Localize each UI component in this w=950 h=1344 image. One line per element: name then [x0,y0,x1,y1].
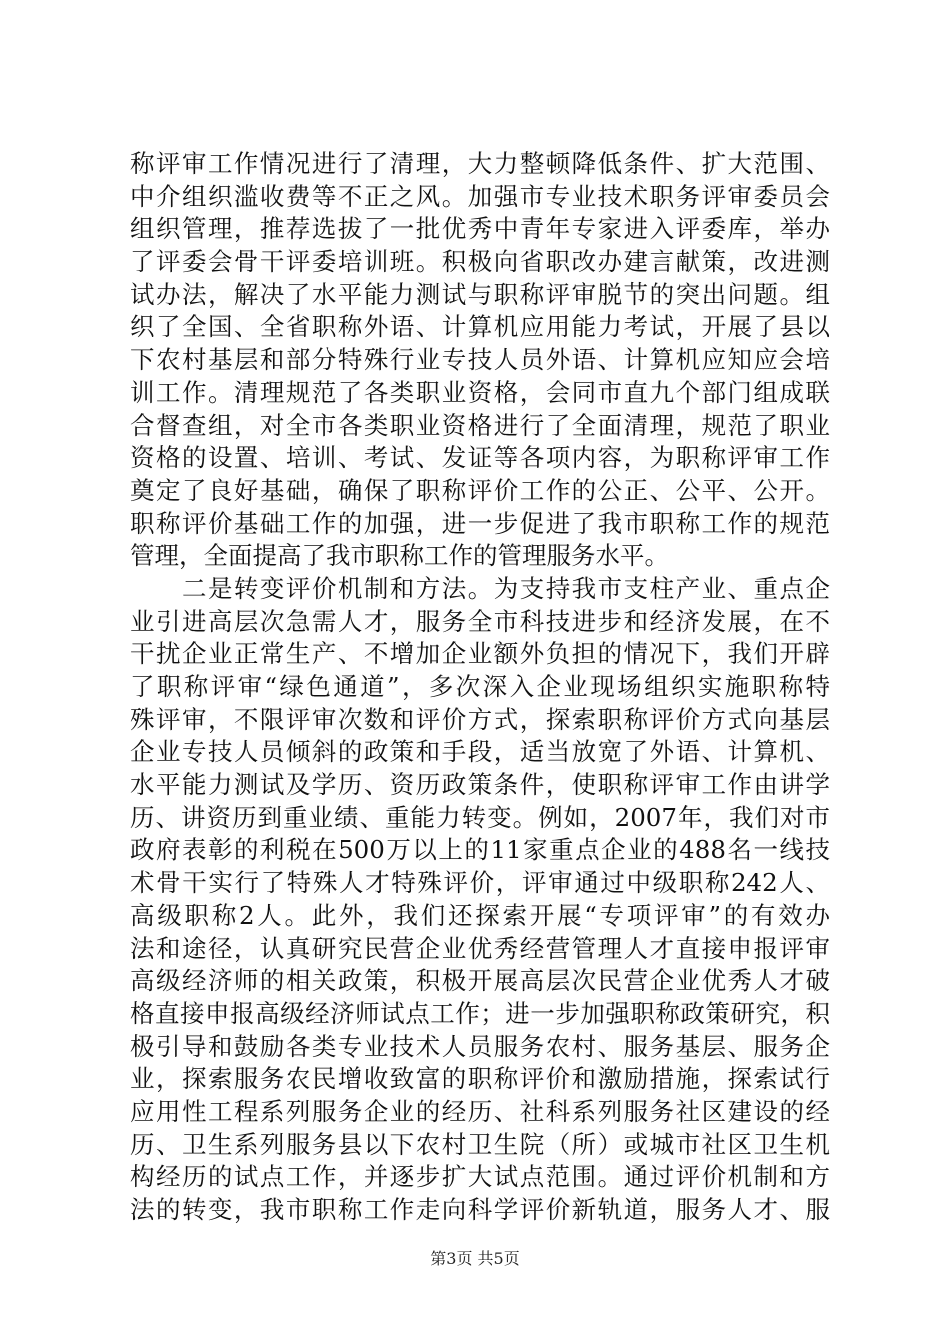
body-text [130,148,830,1227]
text-line: 水平能力测试及学历、资历政策条件，使职称评审工作由讲学 [130,770,830,800]
text-line: 称评审工作情况进行了清理，大力整顿降低条件、扩大范围、 [130,149,830,178]
text-line: 下农村基层和部分特殊行业专技人员外语、计算机应知应会培 [130,345,830,375]
text-line: 极引导和鼓励各类专业技术人员服务农村、服务基层、服务企 [130,1031,830,1061]
text-line: 资格的设置、培训、考试、发证等各项内容，为职称评审工作 [130,443,830,473]
text-line: 企业专技人员倾斜的政策和手段，适当放宽了外语、计算机、 [130,737,830,767]
text-line: 政府表彰的利税在500万以上的11家重点企业的488名一线技 [130,835,830,865]
text-line: 法的转变，我市职称工作走向科学评价新轨道，服务人才、服 [130,1195,830,1224]
text-line: 干扰企业正常生产、不增加企业额外负担的情况下，我们开辟 [130,639,830,669]
text-line: 业，探索服务农民增收致富的职称评价和激励措施，探索试行 [130,1064,830,1094]
text-line: 术骨干实行了特殊人才特殊评价，评审通过中级职称242人、 [130,868,830,898]
text-line: 殊评审，不限评审次数和评价方式，探索职称评价方式向基层 [130,704,830,734]
text-line: 组织管理，推荐选拔了一批优秀中青年专家进入评委库，举办 [130,214,830,244]
text-line: 合督查组，对全市各类职业资格进行了全面清理，规范了职业 [130,410,830,440]
text-line: 奠定了良好基础，确保了职称评价工作的公正、公平、公开。 [130,475,830,505]
text-line: 历、卫生系列服务县以下农村卫生院（所）或城市社区卫生机 [130,1129,830,1159]
text-line: 格直接申报高级经济师试点工作；进一步加强职称政策研究，积 [130,998,830,1028]
text-line: 构经历的试点工作，并逐步扩大试点范围。通过评价机制和方 [130,1162,830,1192]
text-line: 职称评价基础工作的加强，进一步促进了我市职称工作的规范 [130,508,830,538]
text-line: 法和途径，认真研究民营企业优秀经营管理人才直接申报评审 [130,933,830,963]
text-line: 管理，全面提高了我市职称工作的管理服务水平。 [130,541,669,571]
text-line: 应用性工程系列服务企业的经历、社科系列服务社区建设的经 [130,1096,830,1126]
text-line: 训工作。清理规范了各类职业资格，会同市直九个部门组成联 [130,377,830,407]
text-line: 了评委会骨干评委培训班。积极向省职改办建言献策，改进测 [130,247,830,277]
text-line: 二是转变评价机制和方法。为支持我市支柱产业、重点企 [130,573,830,603]
text-line: 高级经济师的相关政策，积极开展高层次民营企业优秀人才破 [130,966,830,996]
text-line: 业引进高层次急需人才，服务全市科技进步和经济发展，在不 [130,606,830,636]
page-footer: 第3页 共5页 [430,1249,520,1268]
text-line: 高级职称2人。此外，我们还探索开展“专项评审”的有效办 [130,900,830,930]
text-line: 历、讲资历到重业绩、重能力转变。例如，2007年，我们对市 [130,802,830,832]
text-line: 试办法，解决了水平能力测试与职称评审脱节的突出问题。组 [130,279,830,309]
text-line: 了职称评审“绿色通道”，多次深入企业现场组织实施职称特 [130,672,830,701]
text-line: 织了全国、全省职称外语、计算机应用能力考试，开展了县以 [130,312,830,342]
text-line: 中介组织滥收费等不正之风。加强市专业技术职务评审委员会 [130,181,830,211]
